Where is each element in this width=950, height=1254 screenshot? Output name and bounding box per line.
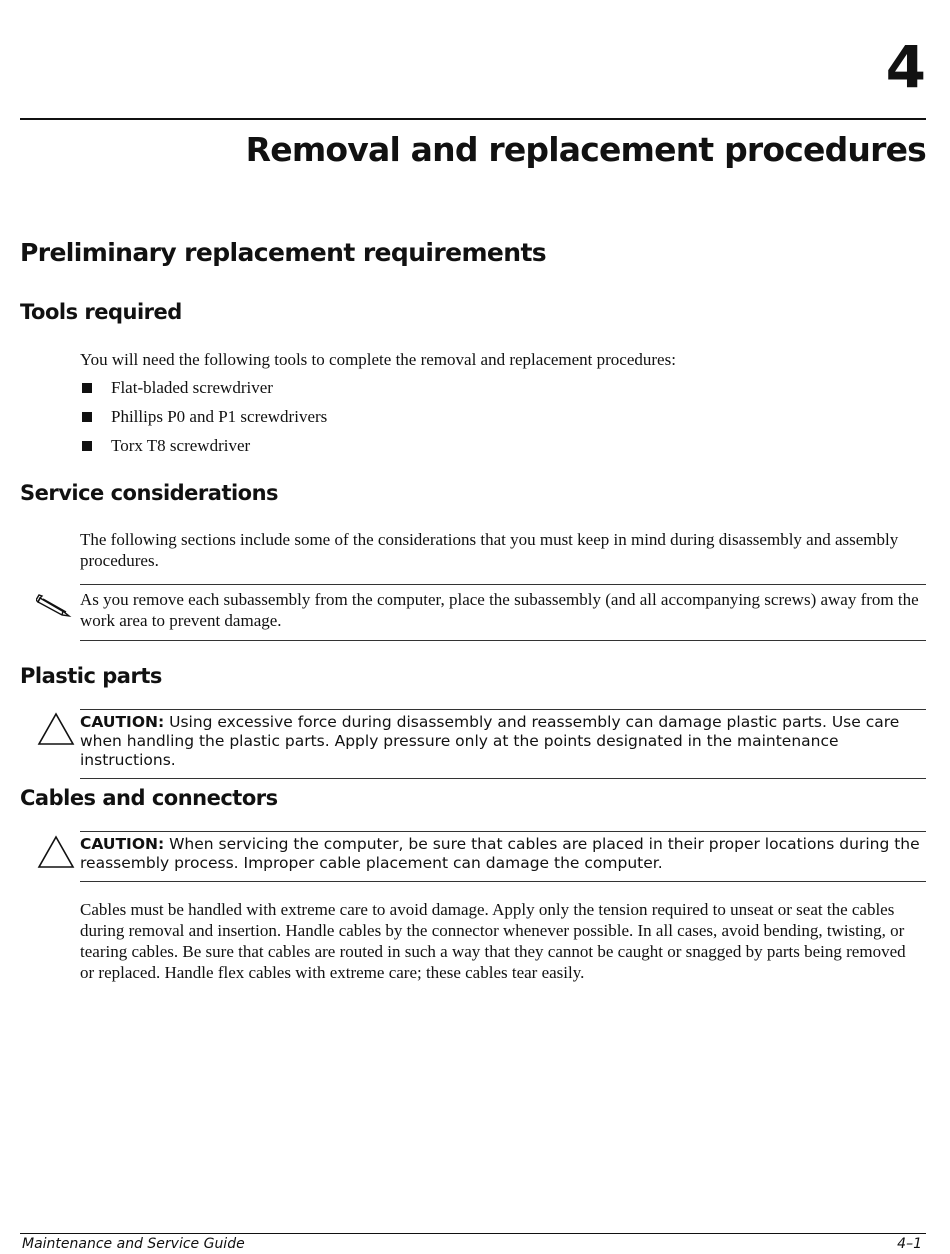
list-item: Torx T8 screwdriver — [80, 436, 327, 465]
footer-title: Maintenance and Service Guide — [22, 1236, 245, 1252]
bullet-square-icon — [82, 383, 92, 393]
footer-divider — [20, 1233, 926, 1234]
caution-label: CAUTION: — [80, 835, 165, 853]
tools-list — [80, 378, 327, 465]
chapter-number: 4 — [885, 33, 926, 101]
chapter-title: Removal and replacement procedures — [245, 130, 926, 169]
caution-triangle-icon — [37, 835, 75, 874]
service-intro: The following sections include some of the considerations that you must keep in mind during disassembly and assembly procedures. — [80, 530, 899, 570]
cables-body: Cables must be handled with extreme care to avoid damage. Apply only the tension required to unseat or seat the cables during removal and insertion. Handle cables by the connector whenever possible. In all cases, avoid bending, twisting, or tearing cables. Be sure that cables are routed in such a way that they cannot be caught or snagged by parts being removed or replaced. Handle flex cables with extreme care; these cables tear easily. — [80, 900, 906, 982]
caution-label: CAUTION: — [80, 713, 165, 731]
cables-heading: Cables and connectors — [20, 786, 278, 810]
service-heading: Service considerations — [20, 481, 279, 505]
bullet-square-icon — [82, 441, 92, 451]
page-number: 4–1 — [897, 1236, 922, 1252]
caution-triangle-icon — [37, 712, 75, 751]
bullet-square-icon — [82, 412, 92, 422]
tools-heading: Tools required — [20, 300, 182, 324]
section-heading: Preliminary replacement requirements — [20, 238, 547, 267]
plastic-heading: Plastic parts — [20, 664, 162, 688]
caution-text: CAUTION: When servicing the computer, be sure that cables are placed in their proper locations during the reassembly process. Improper cable placement can damage the computer. — [80, 835, 920, 872]
list-item: Phillips P0 and P1 screwdrivers — [80, 407, 327, 436]
chapter-divider — [20, 118, 926, 120]
list-item: Flat-bladed screwdriver — [80, 378, 327, 407]
note-box — [80, 584, 926, 641]
note-text: As you remove each subassembly from the computer, place the subassembly (and all accompanying screws) away from the work area to prevent damage. — [80, 590, 919, 630]
pencil-note-icon — [36, 592, 74, 623]
tools-intro: You will need the following tools to complete the removal and replacement procedures: — [80, 350, 676, 369]
caution-box — [80, 709, 926, 779]
caution-box — [80, 831, 926, 882]
caution-text: CAUTION: Using excessive force during disassembly and reassembly can damage plastic parts. Use care when handling the plastic parts. Apply pressure only at the points designated in the maintenance instructions. — [80, 713, 900, 769]
